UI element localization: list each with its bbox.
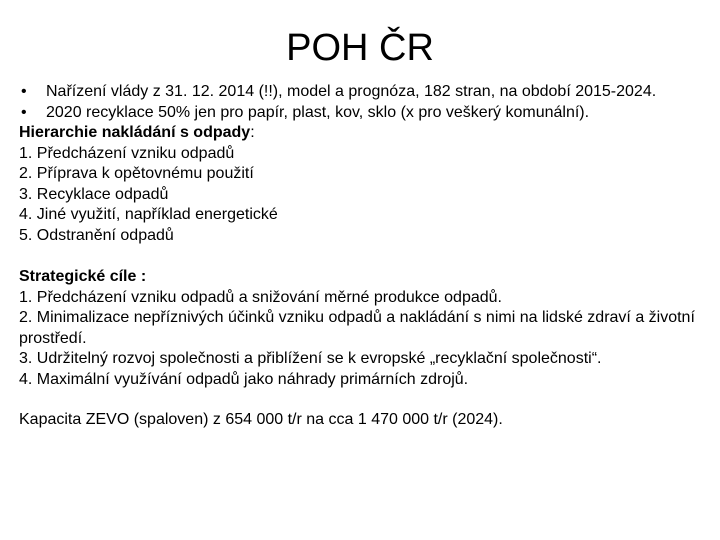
bullet-item: • 2020 recyklace 50% jen pro papír, plast, kov, sklo (x pro veškerý komunální). (19, 103, 703, 124)
slide-body (19, 82, 703, 431)
hierarchy-heading-line (19, 123, 703, 144)
capacity-note: Kapacita ZEVO (spaloven) z 654 000 t/r na cca 1 470 000 t/r (2024). (19, 411, 503, 428)
hierarchy-item: 1. Předcházení vzniku odpadů (19, 144, 235, 162)
hierarchy-heading-colon: : (250, 124, 255, 141)
goal-item: 1. Předcházení vzniku odpadů a snižování měrné produkce odpadů. (19, 288, 502, 306)
hierarchy-item: 4. Jiné využití, například energetické (19, 206, 278, 223)
goals-heading: Strategické cíle : (19, 268, 147, 285)
hierarchy-item: 3. Recyklace odpadů (19, 185, 169, 203)
hierarchy-item: 2. Příprava k opětovnému použití (19, 165, 254, 182)
goal-item: 4. Maximální využívání odpadů jako náhrady primárních zdrojů. (19, 370, 469, 388)
hierarchy-item: 5. Odstranění odpadů (19, 226, 174, 244)
bullet-item: • Nařízení vlády z 31. 12. 2014 (!!), model a prognóza, 182 stran, na období 2015-2024. (19, 82, 703, 103)
bullet-list (19, 82, 703, 123)
goal-item: 2. Minimalizace nepříznivých účinků vzniku odpadů a nakládání s nimi na lidské zdraví a životní prostředí. (19, 309, 695, 347)
hierarchy-heading: Hierarchie nakládání s odpady (19, 124, 251, 141)
slide-title: POH ČR (286, 27, 434, 69)
goal-item: 3. Udržitelný rozvoj společnosti a přiblížení se k evropské „recyklační společnosti“. (19, 350, 602, 367)
